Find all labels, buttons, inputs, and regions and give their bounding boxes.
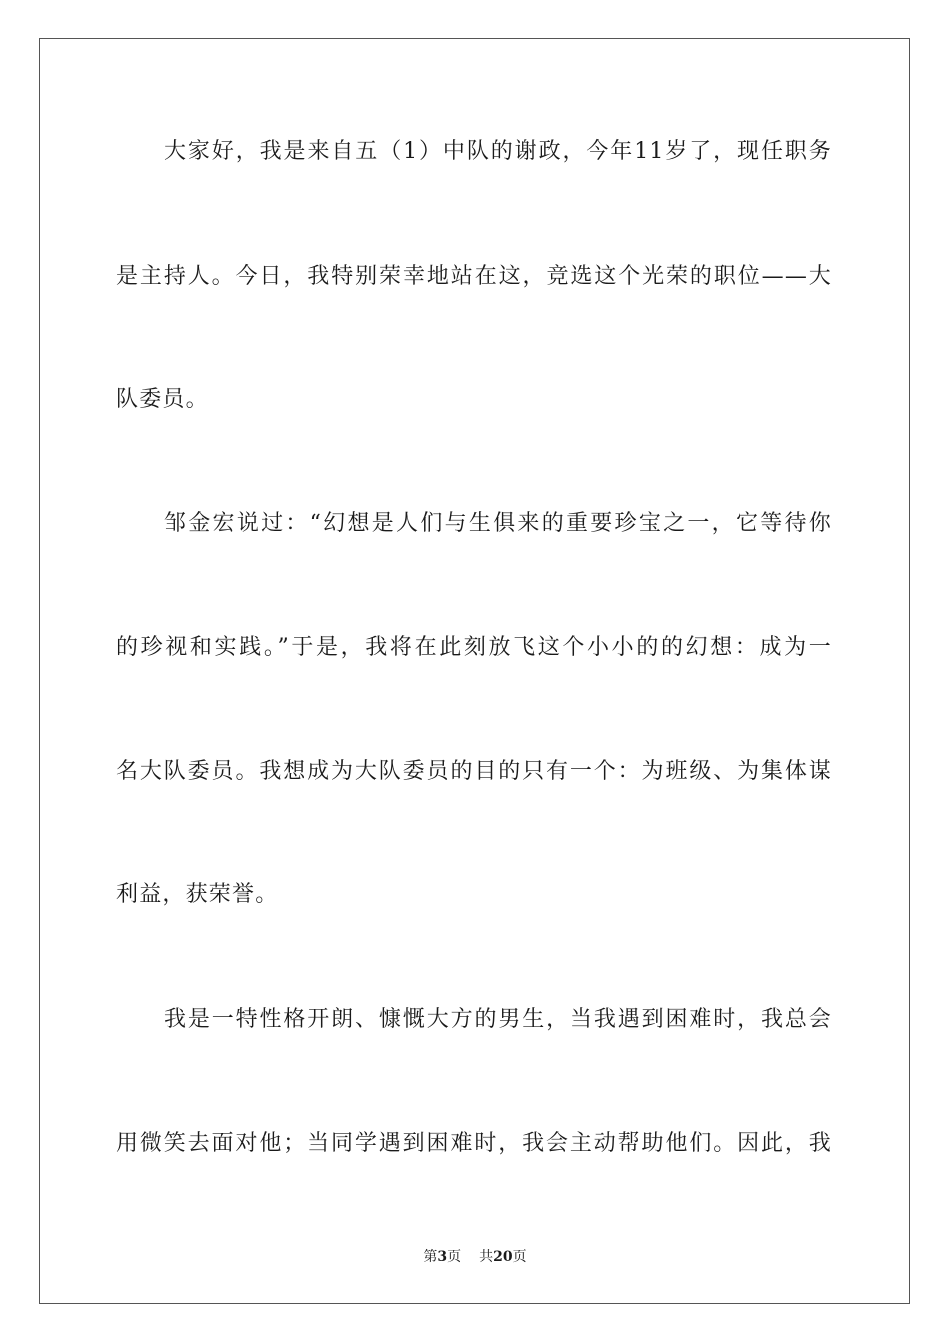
paragraph-3-line-1: 我是一特性格开朗、慷慨大方的男生，当我遇到困难时，我总会 [164,1007,832,1032]
paragraph-2-line-2: 的珍视和实践。”于是，我将在此刻放飞这个小小的的幻想：成为一 [116,635,832,660]
paragraph-2-line-4: 利益，获荣誉。 [116,882,279,907]
paragraph-2-line-3: 名大队委员。我想成为大队委员的目的只有一个：为班级、为集体谋 [116,759,832,784]
page-number: 3 [437,1249,448,1265]
total-pages: 20 [493,1249,513,1265]
total-prefix: 共 [479,1249,494,1265]
paragraph-1-line-3: 队委员。 [116,387,209,412]
paragraph-2-line-1: 邹金宏说过：“幻想是人们与生俱来的重要珍宝之一，它等待你 [164,511,832,536]
paragraph-1-line-1: 大家好，我是来自五（1）中队的谢政，今年11岁了，现任职务 [164,139,832,164]
paragraph-1-line-2: 是主持人。今日，我特别荣幸地站在这，竞选这个光荣的职位——大 [116,264,832,289]
page-suffix: 页 [447,1249,462,1265]
page-prefix: 第 [423,1249,438,1265]
page-border [39,38,910,1304]
total-suffix: 页 [512,1249,527,1265]
page-footer [0,1247,950,1267]
paragraph-3-line-2: 用微笑去面对他；当同学遇到困难时，我会主动帮助他们。因此，我 [116,1131,832,1156]
